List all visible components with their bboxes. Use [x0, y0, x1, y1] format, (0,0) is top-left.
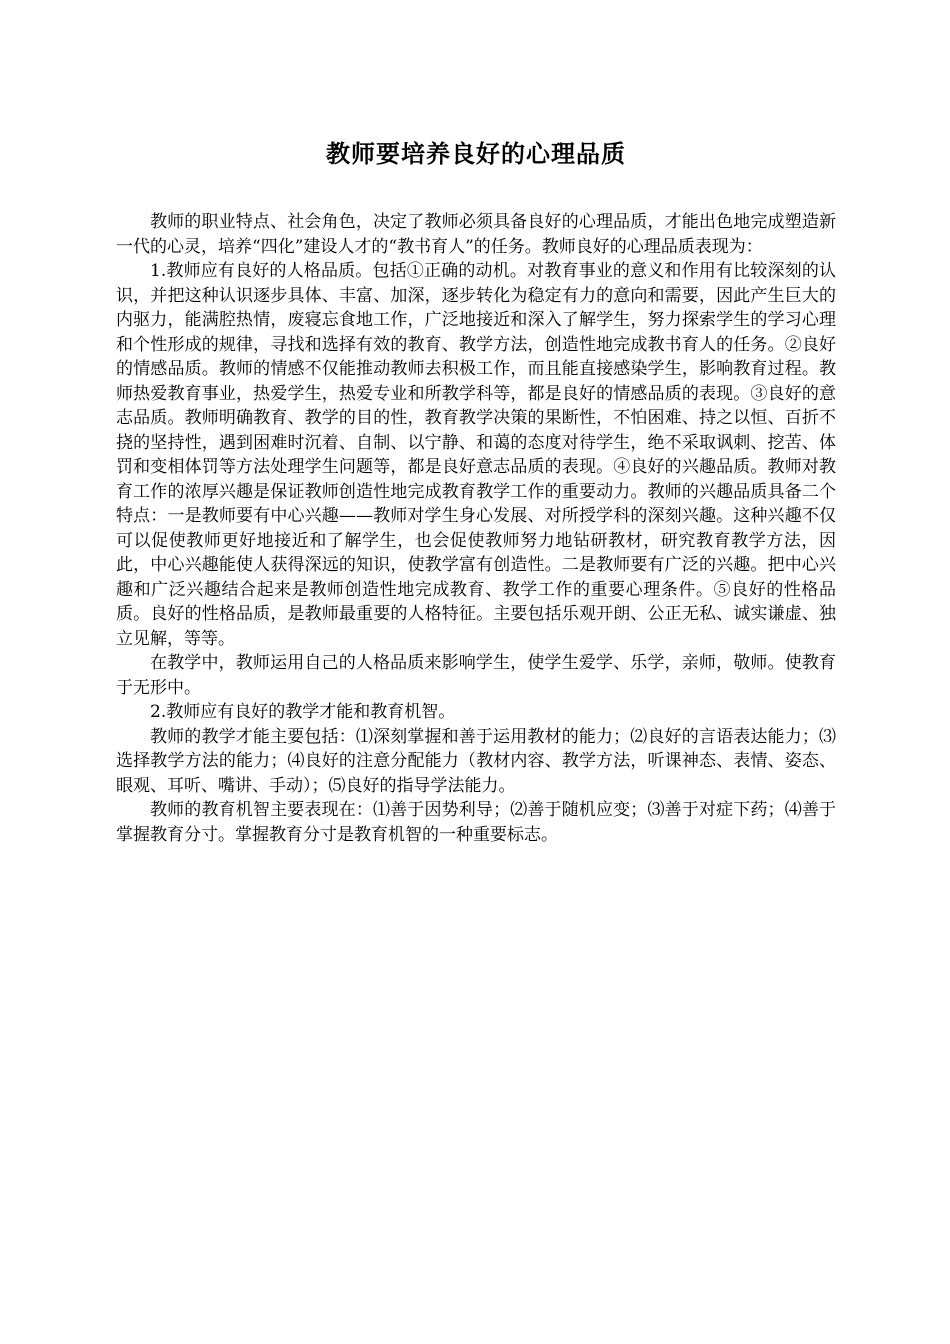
paragraph-heading-teaching-ability: 2.教师应有良好的教学才能和教育机智。 — [150, 702, 456, 722]
document-title: 教师要培养良好的心理品质 — [326, 139, 626, 168]
paragraph-teaching-influence: 在教学中，教师运用自己的人格品质来影响学生，使学生爱学、乐学，亲师，敬师。使教育于无形中。 — [116, 653, 836, 698]
paragraph-educational-tact: 教师的教育机智主要表现在：⑴善于因势利导；⑵善于随机应变；⑶善于对症下药；⑷善于掌握教育分寸。掌握教育分寸是教育机智的一种重要标志。 — [116, 800, 836, 845]
paragraph-intro: 教师的职业特点、社会角色，决定了教师必须具备良好的心理品质，才能出色地完成塑造新一代的心灵，培养“四化”建设人才的“教书育人”的任务。教师良好的心理品质表现为： — [116, 212, 836, 257]
paragraph-personality-quality: 1.教师应有良好的人格品质。包括①正确的动机。对教育事业的意义和作用有比较深刻的认识，并把这种认识逐步具体、丰富、加深，逐步转化为稳定有力的意向和需要，因此产生巨大的内驱力，能满腔热情，废寝忘食地工作，广泛地接近和深入了解学生，努力探索学生的学习心理和个性形成的规律，寻找和选择有效的教育、教学方法，创造性地完成教书育人的任务。②良好的情感品质。教师的情感不仅能推动教师去积极工作，而且能直接感染学生，影响教育过程。教师热爱教育事业，热爱学生，热爱专业和所教学科等，都是良好的情感品质的表现。③良好的意志品质。教师明确教育、教学的目的性，教育教学决策的果断性，不怕困难、持之以恒、百折不挠的坚持性，遇到困难时沉着、自制、以宁静、和蔼的态度对待学生，绝不采取讽刺、挖苦、体罚和变相体罚等方法处理学生问题等，都是良好意志品质的表现。④良好的兴趣品质。教师对教育工作的浓厚兴趣是保证教师创造性地完成教育教学工作的重要动力。教师的兴趣品质具备二个特点：一是教师要有中心兴趣——教师对学生身心发展、对所授学科的深刻兴趣。这种兴趣不仅可以促使教师更好地接近和了解学生，也会促使教师努力地钻研教材，研究教育教学方法，因此，中心兴趣能使人获得深远的知识，使教学富有创造性。二是教师要有广泛的兴趣。把中心兴趣和广泛兴趣结合起来是教师创造性地完成教育、教学工作的重要心理条件。⑤良好的性格品质。良好的性格品质，是教师最重要的人格特征。主要包括乐观开朗、公正无私、诚实谦虚、独立见解，等等。 — [116, 261, 836, 649]
document-body — [116, 138, 836, 847]
paragraph-teaching-ability: 教师的教学才能主要包括：⑴深刻掌握和善于运用教材的能力；⑵良好的言语表达能力；⑶选择教学方法的能力；⑷良好的注意分配能力（教材内容、教学方法，听课神态、表情、姿态、眼观、耳听、嘴讲、手动）；⑸良好的指导学法能力。 — [116, 726, 836, 796]
